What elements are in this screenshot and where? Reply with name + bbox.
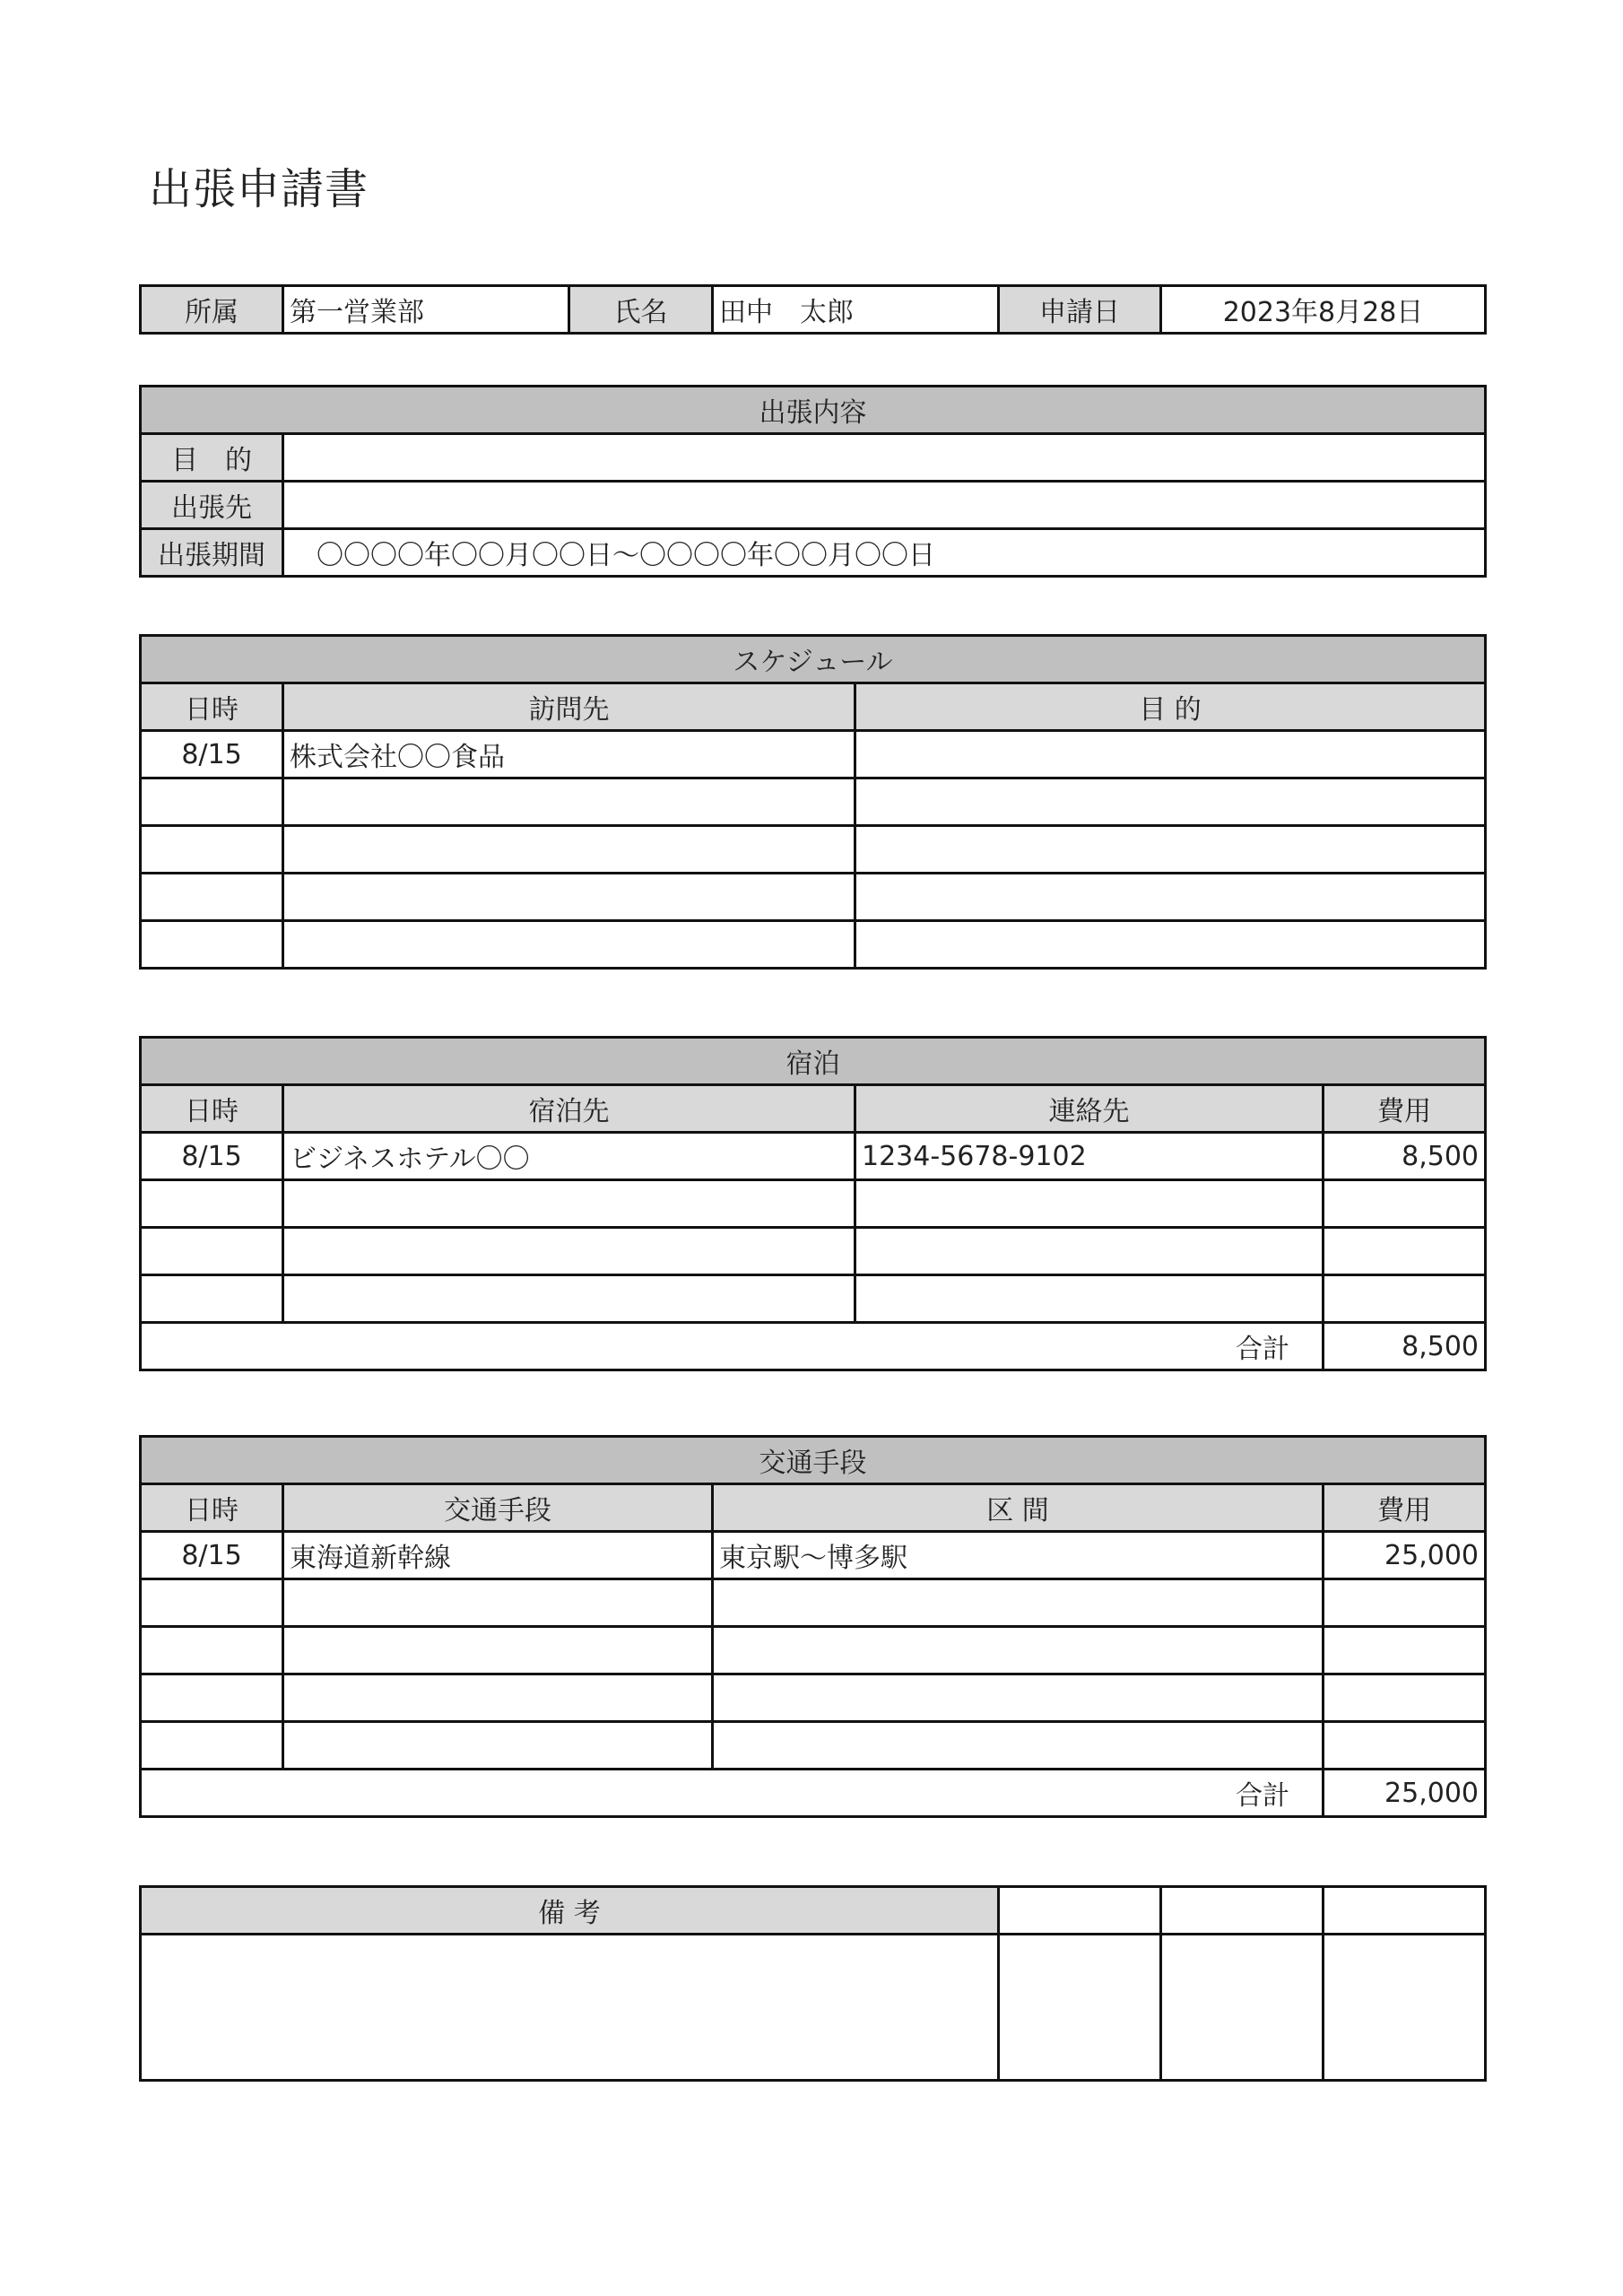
transport-date-cell[interactable] xyxy=(141,1627,283,1674)
table-row xyxy=(141,1722,1486,1770)
transport-means-cell[interactable] xyxy=(283,1579,713,1627)
transport-total-label: 合計 xyxy=(141,1770,1324,1817)
table-row xyxy=(141,1275,1486,1323)
lodging-contact-cell[interactable] xyxy=(855,1275,1324,1323)
schedule-purpose-cell[interactable] xyxy=(855,731,1486,778)
schedule-visit-cell[interactable] xyxy=(283,921,855,969)
stamp-header-1 xyxy=(999,1887,1161,1935)
transport-date-cell[interactable] xyxy=(141,1674,283,1722)
lodging-hotel-cell[interactable] xyxy=(283,1275,855,1323)
date-field[interactable]: 2023年8月28日 xyxy=(1161,286,1486,334)
lodging-hotel-cell[interactable]: ビジネスホテル〇〇 xyxy=(283,1133,855,1180)
table-row xyxy=(141,1579,1486,1627)
lodging-cost-cell[interactable] xyxy=(1324,1275,1486,1323)
transport-section-title: 交通手段 xyxy=(141,1437,1486,1484)
purpose-field[interactable] xyxy=(283,434,1486,482)
transport-route-cell[interactable] xyxy=(713,1722,1324,1770)
transport-header-means: 交通手段 xyxy=(283,1484,713,1532)
transport-means-cell[interactable] xyxy=(283,1722,713,1770)
stamp-box-1[interactable] xyxy=(999,1935,1161,2081)
lodging-hotel-cell[interactable] xyxy=(283,1228,855,1275)
transport-date-cell[interactable] xyxy=(141,1579,283,1627)
schedule-visit-cell[interactable]: 株式会社〇〇食品 xyxy=(283,731,855,778)
schedule-purpose-cell[interactable] xyxy=(855,826,1486,874)
lodging-total-label: 合計 xyxy=(141,1323,1324,1370)
lodging-date-cell[interactable] xyxy=(141,1228,283,1275)
schedule-table xyxy=(139,634,1487,970)
table-row xyxy=(141,921,1486,969)
transport-cost-cell[interactable] xyxy=(1324,1579,1486,1627)
page-title: 出張申請書 xyxy=(149,164,369,214)
period-label: 出張期間 xyxy=(141,529,283,577)
destination-field[interactable] xyxy=(283,482,1486,529)
applicant-table xyxy=(139,284,1487,335)
transport-means-cell[interactable] xyxy=(283,1674,713,1722)
schedule-purpose-cell[interactable] xyxy=(855,874,1486,921)
lodging-header-hotel: 宿泊先 xyxy=(283,1085,855,1133)
table-row xyxy=(141,1133,1486,1180)
transport-route-cell[interactable] xyxy=(713,1674,1324,1722)
remarks-table xyxy=(139,1885,1487,2082)
table-row xyxy=(141,1674,1486,1722)
schedule-purpose-cell[interactable] xyxy=(855,921,1486,969)
department-field[interactable]: 第一営業部 xyxy=(283,286,569,334)
schedule-date-cell[interactable]: 8/15 xyxy=(141,731,283,778)
stamp-header-2 xyxy=(1161,1887,1324,1935)
schedule-purpose-cell[interactable] xyxy=(855,778,1486,826)
schedule-section-title: スケジュール xyxy=(141,636,1486,683)
lodging-date-cell[interactable]: 8/15 xyxy=(141,1133,283,1180)
schedule-visit-cell[interactable] xyxy=(283,874,855,921)
date-label: 申請日 xyxy=(999,286,1161,334)
transport-cost-cell[interactable]: 25,000 xyxy=(1324,1532,1486,1579)
schedule-date-cell[interactable] xyxy=(141,874,283,921)
schedule-date-cell[interactable] xyxy=(141,921,283,969)
transport-header-date: 日時 xyxy=(141,1484,283,1532)
transport-cost-cell[interactable] xyxy=(1324,1627,1486,1674)
lodging-contact-cell[interactable] xyxy=(855,1180,1324,1228)
lodging-header-contact: 連絡先 xyxy=(855,1085,1324,1133)
transport-total-value: 25,000 xyxy=(1324,1770,1486,1817)
table-row xyxy=(141,874,1486,921)
transport-table xyxy=(139,1435,1487,1818)
table-row xyxy=(141,778,1486,826)
transport-means-cell[interactable] xyxy=(283,1627,713,1674)
stamp-box-2[interactable] xyxy=(1161,1935,1324,2081)
department-label: 所属 xyxy=(141,286,283,334)
schedule-header-date: 日時 xyxy=(141,683,283,731)
schedule-visit-cell[interactable] xyxy=(283,778,855,826)
transport-header-cost: 費用 xyxy=(1324,1484,1486,1532)
destination-label: 出張先 xyxy=(141,482,283,529)
trip-table xyxy=(139,385,1487,578)
schedule-date-cell[interactable] xyxy=(141,778,283,826)
lodging-table xyxy=(139,1036,1487,1371)
transport-route-cell[interactable]: 東京駅～博多駅 xyxy=(713,1532,1324,1579)
lodging-header-cost: 費用 xyxy=(1324,1085,1486,1133)
transport-route-cell[interactable] xyxy=(713,1579,1324,1627)
transport-cost-cell[interactable] xyxy=(1324,1722,1486,1770)
transport-date-cell[interactable]: 8/15 xyxy=(141,1532,283,1579)
table-row xyxy=(141,826,1486,874)
lodging-contact-cell[interactable] xyxy=(855,1228,1324,1275)
transport-header-route: 区 間 xyxy=(713,1484,1324,1532)
lodging-cost-cell[interactable] xyxy=(1324,1180,1486,1228)
transport-means-cell[interactable]: 東海道新幹線 xyxy=(283,1532,713,1579)
table-row xyxy=(141,731,1486,778)
stamp-box-3[interactable] xyxy=(1324,1935,1486,2081)
lodging-date-cell[interactable] xyxy=(141,1180,283,1228)
table-row xyxy=(141,1228,1486,1275)
name-field[interactable]: 田中 太郎 xyxy=(713,286,999,334)
table-row xyxy=(141,1627,1486,1674)
schedule-visit-cell[interactable] xyxy=(283,826,855,874)
transport-route-cell[interactable] xyxy=(713,1627,1324,1674)
lodging-cost-cell[interactable] xyxy=(1324,1228,1486,1275)
table-row xyxy=(141,1180,1486,1228)
schedule-header-purpose: 目 的 xyxy=(855,683,1486,731)
table-row xyxy=(141,1532,1486,1579)
remarks-label: 備 考 xyxy=(141,1887,999,1935)
purpose-label: 目 的 xyxy=(141,434,283,482)
lodging-header-date: 日時 xyxy=(141,1085,283,1133)
lodging-contact-cell[interactable]: 1234-5678-9102 xyxy=(855,1133,1324,1180)
period-field[interactable]: 〇〇〇〇年〇〇月〇〇日～〇〇〇〇年〇〇月〇〇日 xyxy=(283,529,1486,577)
trip-section-title: 出張内容 xyxy=(141,387,1486,434)
lodging-cost-cell[interactable]: 8,500 xyxy=(1324,1133,1486,1180)
transport-date-cell[interactable] xyxy=(141,1722,283,1770)
stamp-header-3 xyxy=(1324,1887,1486,1935)
lodging-date-cell[interactable] xyxy=(141,1275,283,1323)
lodging-section-title: 宿泊 xyxy=(141,1038,1486,1085)
name-label: 氏名 xyxy=(569,286,713,334)
remarks-field[interactable] xyxy=(141,1935,999,2081)
schedule-date-cell[interactable] xyxy=(141,826,283,874)
lodging-hotel-cell[interactable] xyxy=(283,1180,855,1228)
transport-cost-cell[interactable] xyxy=(1324,1674,1486,1722)
schedule-header-visit: 訪問先 xyxy=(283,683,855,731)
lodging-total-value: 8,500 xyxy=(1324,1323,1486,1370)
